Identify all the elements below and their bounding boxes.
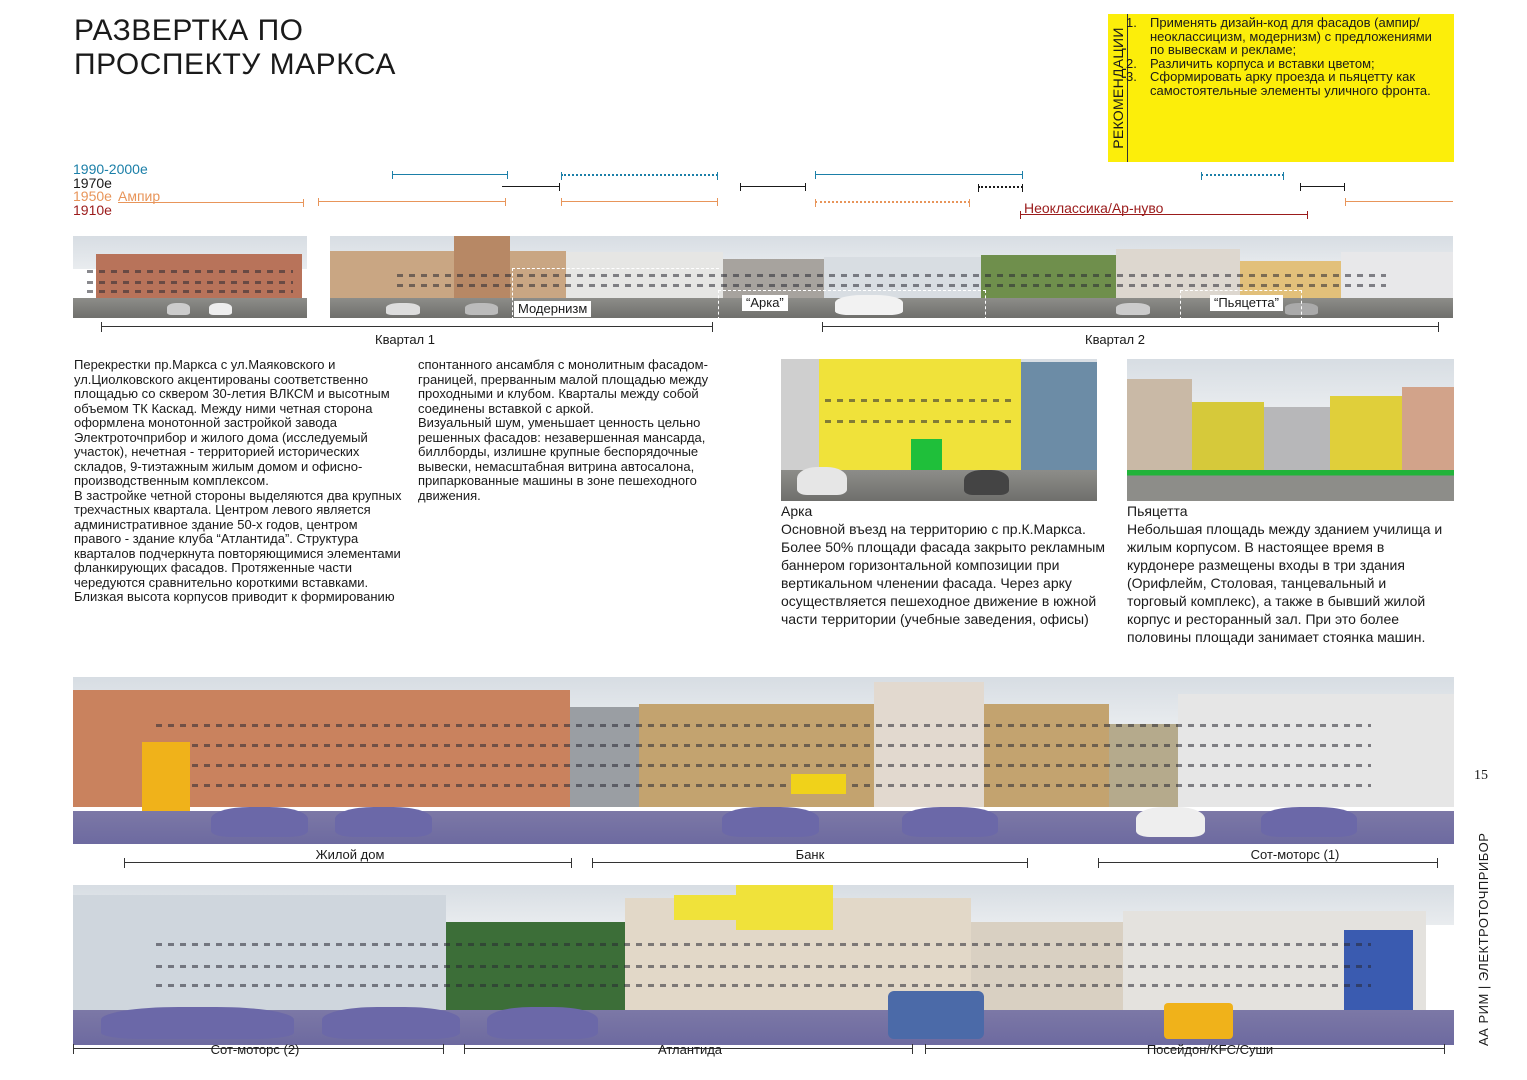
kvartal-2-label: Квартал 2 bbox=[1085, 332, 1145, 347]
legend-1950: 1950е bbox=[73, 188, 112, 204]
text-column-2: спонтанного ансамбля с монолитным фасадом-границей, прерванным малой площадью между проходными и клубом. Кварталы между собой соединены вставкой с аркой. Визуальный шум, уменьшает ценность цельно решенных фасадов: незавершенная мансарда, биллборды, излишне крупные беспорядочные вывески, немасштабная витрина автосалона, припаркованные машины в зоне пешеходного движения. bbox=[418, 357, 709, 503]
legend-1970: 1970е bbox=[73, 174, 112, 191]
era-line-1970 bbox=[978, 186, 1023, 188]
label-bank: Банк bbox=[795, 847, 825, 862]
label-poseidon: Посейдон/KFC/Суши bbox=[1146, 1042, 1274, 1057]
legend-1910: 1910е bbox=[73, 201, 112, 218]
era-line-1950 bbox=[118, 202, 304, 203]
era-line-1950 bbox=[318, 201, 506, 202]
kvartal-1-label: Квартал 1 bbox=[375, 332, 435, 347]
era-line-1990 bbox=[392, 174, 508, 175]
piazzetta-photo bbox=[1127, 359, 1454, 501]
era-line-1950 bbox=[1345, 201, 1453, 202]
recommendation-item: 1. Применять дизайн-код для фасадов (ампир/неоклассицизм, модернизм) с предложениями по вывескам и рекламе; bbox=[1126, 15, 1432, 57]
bracket-residential bbox=[124, 862, 572, 863]
arch-title: Арка bbox=[781, 503, 813, 519]
label-residential: Жилой дом bbox=[315, 847, 385, 862]
era-line-1970 bbox=[740, 186, 806, 187]
recommendations-list bbox=[1126, 16, 1446, 97]
bracket-sot-motors-1 bbox=[1098, 862, 1438, 863]
label-sot-motors-1: Сот-моторс (1) bbox=[1250, 847, 1340, 862]
kvartal-1-bracket bbox=[101, 326, 713, 327]
piazzetta-text: Небольшая площадь между зданием училища и жилым корпусом. В настоящее время в курдонере размещены входы в три здания (Орифлейм, Столовая, танцевальный и торговый комплекс), а также в бывший жилой корпус и ресторанный зал. При это более половины площади занимает стоянка машин. bbox=[1127, 521, 1443, 645]
era-line-1970 bbox=[1300, 186, 1345, 187]
label-atlantida: Атлантида bbox=[657, 1042, 723, 1057]
style-label-neoclassic: Неоклассика/Ар-нуво bbox=[1024, 200, 1164, 216]
label-piazzetta: “Пьяцетта” bbox=[1210, 295, 1283, 311]
page-title: РАЗВЕРТКА ПО ПРОСПЕКТУ МАРКСА bbox=[74, 14, 396, 81]
arch-photo bbox=[781, 359, 1097, 501]
label-sot-motors-2: Сот-моторс (2) bbox=[210, 1042, 300, 1057]
recommendation-item: 2. Различить корпуса и вставки цветом; bbox=[1126, 55, 1375, 71]
era-line-1990 bbox=[815, 174, 1023, 175]
page-number: 15 bbox=[1474, 768, 1488, 783]
panorama-photo-square bbox=[73, 236, 307, 318]
label-modernism: Модернизм bbox=[514, 301, 591, 317]
panorama-bottom-photo bbox=[73, 885, 1454, 1045]
recommendations-label: РЕКОМЕНДАЦИИ bbox=[1110, 27, 1126, 149]
era-line-1990 bbox=[561, 174, 718, 176]
era-line-1990 bbox=[1201, 174, 1284, 176]
kvartal-2-bracket bbox=[822, 326, 1439, 327]
era-line-1950 bbox=[815, 201, 970, 203]
bracket-bank bbox=[592, 862, 1028, 863]
recommendation-item: 3. Сформировать арку проезда и пьяцетту как самостоятельные элементы уличного фронта. bbox=[1126, 69, 1431, 98]
label-arch: “Арка” bbox=[742, 295, 788, 311]
era-line-1950 bbox=[561, 201, 718, 202]
style-label-ampir: Ампир bbox=[118, 188, 161, 204]
text-column-1: Перекрестки пр.Маркса с ул.Маяковского и ул.Циолковского акцентированы соответственно площадью со сквером 30-летия ВЛКСМ и высотным объемом ТК Каскад. Между ними четная сторона оформлена монотонной застройкой завода Электроточприбор и жилого дома (исследуемый участок), нечетная - территорией исторических складов, 9-тиэтажным жилым домом и офисно-производственным комплексом. В застройке четной стороны выделяются два крупных трехчастных квартала. Центром левого является административное здание 50-х годов, центром правого - здание клуба “Атлантида”. Структура кварталов подчеркнута повторяющимися элементами фланкирующих фасадов. Протяженные части чередуются сравнительно короткими вставками. Близкая высота корпусов приводит к формированию bbox=[74, 357, 402, 604]
panorama-mid-photo bbox=[73, 677, 1454, 844]
era-line-1970 bbox=[502, 186, 560, 187]
side-vertical-text: АА РИМ | ЭЛЕКТРОТОЧПРИБОР bbox=[1476, 832, 1491, 1046]
arch-text: Основной въезд на территорию с пр.К.Маркса. Более 50% площади фасада закрыто рекламным баннером горизонтальной композиции при вертикальном членении фасада. Через арку осуществляется пешеходное движение в южной части территории (учебные заведения, офисы) bbox=[781, 521, 1105, 627]
era-line-1910 bbox=[1020, 214, 1308, 215]
legend-1990: 1990-2000е bbox=[73, 161, 148, 177]
piazzetta-title: Пьяцетта bbox=[1127, 503, 1188, 519]
